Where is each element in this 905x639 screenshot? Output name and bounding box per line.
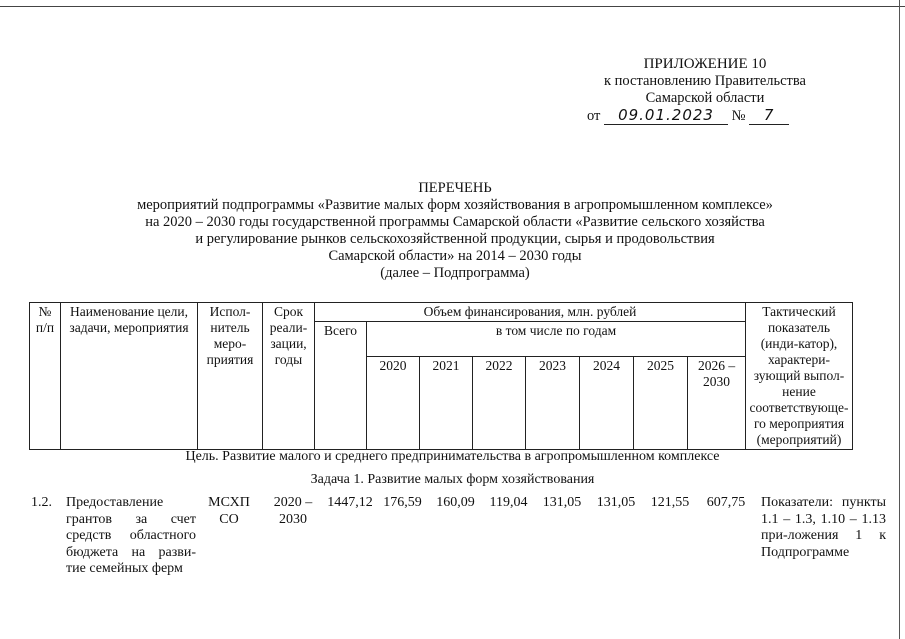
table-header bbox=[29, 302, 853, 450]
row-value-2024: 131,05 bbox=[596, 495, 636, 510]
header-indicator: Тактический показатель (инди-катор), характери-зующий выпол-нение соответствующе-го мероприятия (мероприятий) bbox=[746, 303, 853, 450]
handwritten-date: 09.01.2023 bbox=[604, 107, 728, 125]
row-term: 2020 – 2030 bbox=[273, 495, 313, 527]
goal-row: Цель. Развитие малого и среднего предпринимательства в агропромышленном комплексе bbox=[185, 449, 720, 464]
row-num: 1.2. bbox=[31, 495, 52, 510]
heading-line-3: и регулирование рынков сельскохозяйственной продукции, сырья и продовольствия bbox=[195, 231, 715, 247]
header-num: № п/п bbox=[30, 303, 61, 450]
top-border-line bbox=[0, 6, 905, 7]
appendix-line-1: к постановлению Правительства bbox=[604, 73, 806, 89]
row-value-2026-2030: 607,75 bbox=[706, 495, 746, 510]
header-year-2025: 2025 bbox=[634, 357, 688, 450]
appendix-title: ПРИЛОЖЕНИЕ 10 bbox=[643, 56, 767, 72]
row-indicator: Показатели: пункты 1.1 – 1.3, 1.10 – 1.13 при-ложения 1 к Подпрограмме bbox=[761, 495, 886, 560]
heading-line-5: (далее – Подпрограмма) bbox=[380, 265, 530, 281]
header-funding: Объем финансирования, млн. рублей bbox=[315, 303, 746, 322]
table-row bbox=[0, 495, 905, 595]
document-heading bbox=[60, 180, 850, 282]
header-year-2021: 2021 bbox=[420, 357, 473, 450]
header-year-2024: 2024 bbox=[580, 357, 634, 450]
header-year-2020: 2020 bbox=[367, 357, 420, 450]
header-year-2022: 2022 bbox=[473, 357, 526, 450]
row-value-2020: 176,59 bbox=[383, 495, 422, 510]
header-year-2026-2030: 2026 – 2030 bbox=[688, 357, 746, 450]
from-label: от bbox=[587, 108, 601, 124]
appendix-line-2: Самарской области bbox=[645, 90, 765, 106]
header-by-years: в том числе по годам bbox=[367, 322, 746, 357]
header-term: Срок реали-зации, годы bbox=[263, 303, 315, 450]
appendix-block bbox=[575, 56, 835, 125]
row-total: 1447,12 bbox=[327, 495, 373, 510]
handwritten-number: 7 bbox=[749, 107, 789, 125]
heading-line-1: мероприятий подпрограммы «Развитие малых форм хозяйствования в агропромышленном комплексе» bbox=[137, 197, 773, 213]
header-year-2023: 2023 bbox=[526, 357, 580, 450]
header-executor: Испол-нитель меро-приятия bbox=[198, 303, 263, 450]
row-executor: МСХП СО bbox=[208, 495, 250, 527]
row-value-2023: 131,05 bbox=[542, 495, 582, 510]
number-label: № bbox=[731, 108, 746, 124]
row-value-2022: 119,04 bbox=[489, 495, 528, 510]
row-name: Предоставление грантов за счет средств областного бюджета на разви-тие семейных ферм bbox=[66, 495, 196, 576]
heading-line-2: на 2020 – 2030 годы государственной программы Самарской области «Развитие сельского хозяйства bbox=[145, 214, 765, 230]
heading-title: ПЕРЕЧЕНЬ bbox=[418, 180, 492, 196]
header-total: Всего bbox=[315, 322, 367, 450]
header-name: Наименование цели, задачи, мероприятия bbox=[61, 303, 198, 450]
row-value-2021: 160,09 bbox=[436, 495, 475, 510]
task-row: Задача 1. Развитие малых форм хозяйствования bbox=[310, 472, 595, 487]
row-value-2025: 121,55 bbox=[650, 495, 690, 510]
appendix-date-row bbox=[575, 107, 835, 125]
heading-line-4: Самарской области» на 2014 – 2030 годы bbox=[328, 248, 582, 264]
